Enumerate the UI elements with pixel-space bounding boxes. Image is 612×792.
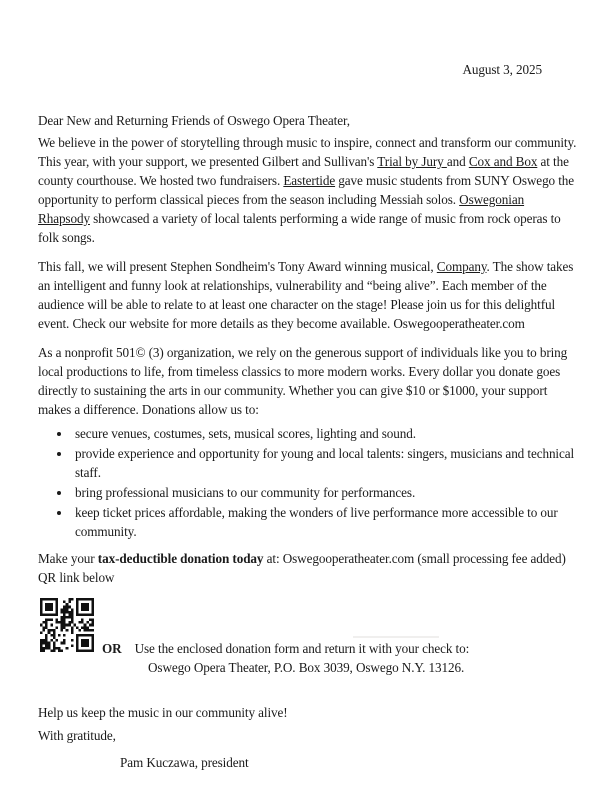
mail-address-line: Oswego Opera Theater, P.O. Box 3039, Oswego N.Y. 13126.	[148, 660, 465, 675]
mail-instruction-text: Use the enclosed donation form and return it with your check to:	[134, 641, 470, 656]
paragraph-season-recap: We believe in the power of storytelling through music to inspire, connect and transform our community. This year, with your support, we presented Gilbert and Sullivan's Trial by Jury and Cox and Box at the county courthouse. We hosted two fundraisers. Eastertide gave music students from SUNY Oswego the opportunity to perform classical pieces from the season including Messiah solos. Oswegonian Rhapsody showcased a variety of local talents performing a wide range of music from rock operas to folk songs.	[38, 135, 577, 245]
donation-uses-list	[38, 424, 577, 541]
paragraph-nonprofit-appeal: As a nonprofit 501© (3) organization, we rely on the generous support of individuals like you to bring local productions to life, from timeless classics to more modern works. Every dollar you donate goes directly to sustaining the arts in our community. Whether you can give $10 or $1000, your support makes a difference. Donations allow us to:	[38, 345, 568, 417]
donation-options-row	[38, 598, 577, 677]
list-item-experience: • provide experience and opportunity for young and local talents: singers, musicians and technical staff.	[72, 444, 577, 482]
qr-code	[40, 598, 94, 652]
letter-date: August 3, 2025	[462, 62, 542, 77]
closing-line: Help us keep the music in our community alive!	[38, 705, 288, 720]
or-label: OR	[102, 641, 122, 656]
signature-name: Pam Kuczawa, president	[120, 755, 249, 770]
mail-instructions	[102, 639, 469, 677]
paragraph-fall-show: This fall, we will present Stephen Sondheim's Tony Award winning musical, Company. The show takes an intelligent and funny look at relationships, vulnerability and “being alive”. Each member of the audience will be able to relate to at least one character on the stage! Please join us for this delightful event. Check our website for more details as they become available. Oswegooperatheater.com	[38, 259, 574, 331]
scan-artifact	[353, 636, 439, 638]
salutation: Dear New and Returning Friends of Oswego Opera Theater,	[38, 113, 350, 128]
list-item-ticket-prices: • keep ticket prices affordable, making the wonders of live performance more accessible to our community.	[72, 503, 577, 541]
valediction: With gratitude,	[38, 728, 116, 743]
mail-instruction-line	[102, 639, 469, 658]
donation-call-to-action: Make your tax-deductible donation today at: Oswegooperatheater.com (small processing fee added) QR link below	[38, 551, 566, 585]
list-item-venues: • secure venues, costumes, sets, musical scores, lighting and sound.	[72, 424, 577, 443]
list-item-musicians: • bring professional musicians to our community for performances.	[72, 483, 577, 502]
